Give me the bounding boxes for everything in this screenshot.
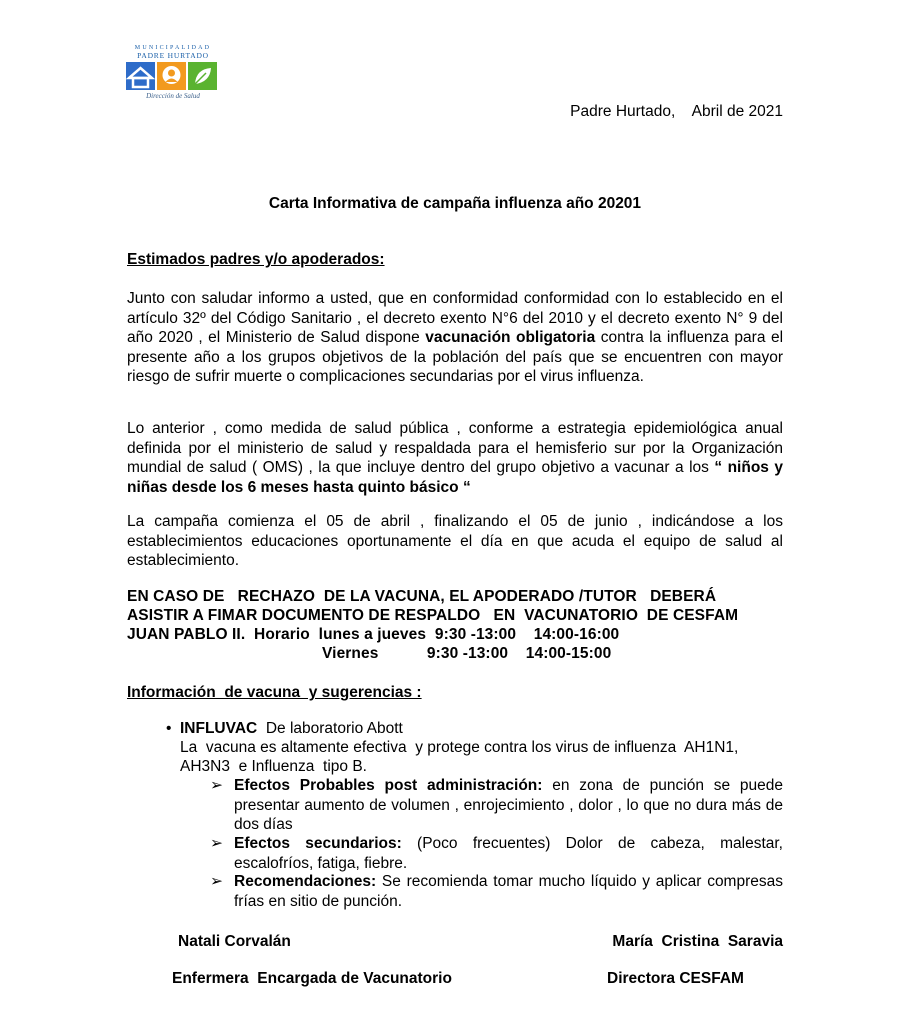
side-effects-label: Efectos secundarios: [234, 835, 402, 852]
paragraph-3: La campaña comienza el 05 de abril , finalizando el 05 de junio , indicándose a los establecimientos educaciones oportunamente el día en que acuda el equipo de salud al establecimiento. [127, 513, 783, 569]
vaccine-description-1: La vacuna es altamente efectiva y protege contra los virus de influenza AH1N1, [180, 739, 739, 756]
municipality-logo [126, 45, 220, 101]
notice-line-1: EN CASO DE RECHAZO DE LA VACUNA, EL APODERADO /TUTOR DEBERÁ [127, 588, 717, 605]
left-signature-role: Enfermera Encargada de Vacunatorio [172, 970, 452, 987]
person-icon [157, 62, 186, 90]
arrow-bullet-icon: ➢ [210, 777, 223, 794]
logo-municipality-text: MUNICIPALIDAD [134, 45, 212, 51]
vaccine-line [180, 719, 403, 739]
paragraph-1-text-a: Junto con saludar informo a usted, que en conformidad conformidad con lo establecido en el artículo 32º del Código Sanitario , el decreto exento N°6 del 2010 y el decreto exento N° 9 del año 2020 , el Ministerio de Salud dispone [127, 290, 783, 346]
notice-line-4: Viernes 9:30 -13:00 14:00-15:00 [322, 645, 612, 662]
logo-name-text: PADRE HURTADO [137, 51, 209, 60]
side-effects-text: (Poco frecuentes) Dolor de cabeza, malestar, escalofríos, fatiga, fiebre. [234, 835, 783, 872]
paragraph-1-text-c: contra la influenza para el presente año a los grupos objetivos de la población del país que se encuentren con mayor riesgo de sufrir muerte o complicaciones secundarias por el virus influenza. [127, 329, 784, 385]
paragraph-2-text-a: Lo anterior , como medida de salud pública , conforme a estrategia epidemiológica anual definida por el ministerio de salud y respaldada para el hemisferio sur por la Organización mundial de salud ( OMS) , la que incluye dentro del grupo objetivo a vacunar a los [127, 420, 783, 476]
bullet-icon: • [166, 720, 172, 737]
paragraph-1 [127, 289, 783, 387]
logo-tiles [126, 62, 220, 90]
vaccine-description-2: AH3N3 e Influenza tipo B. [180, 758, 367, 775]
arrow-bullet-icon: ➢ [210, 835, 223, 852]
side-effects-item [234, 834, 783, 873]
left-signature-name: Natali Corvalán [178, 933, 291, 950]
logo-subtitle: Dirección de Salud [146, 92, 200, 100]
vaccine-name: INFLUVAC [180, 720, 258, 737]
vaccine-lab: De laboratorio Abott [257, 720, 403, 737]
arrow-bullet-icon: ➢ [210, 873, 223, 890]
info-heading: Información de vacuna y sugerencias : [127, 684, 422, 701]
house-icon [126, 62, 155, 90]
recommendations-label: Recomendaciones: [234, 873, 377, 890]
paragraph-1-emphasis: vacunación obligatoria [425, 329, 596, 346]
paragraph-2-emphasis: “ niños y niñas desde los 6 meses hasta quinto básico “ [127, 459, 783, 496]
effects-label: Efectos Probables post administración: [234, 777, 543, 794]
leaf-icon [188, 62, 217, 90]
right-signature-role: Directora CESFAM [607, 970, 744, 987]
recommendations-text: Se recomienda tomar mucho líquido y aplicar compresas frías en sitio de punción. [234, 873, 783, 910]
document-title: Carta Informativa de campaña influenza año 20201 [268, 195, 642, 212]
notice-line-3: JUAN PABLO II. Horario lunes a jueves 9:30 -13:00 14:00-16:00 [127, 626, 620, 643]
recommendations-item [234, 872, 783, 911]
place-date: Padre Hurtado, Abril de 2021 [570, 103, 783, 120]
effects-text: en zona de punción se puede presentar aumento de volumen , enrojecimiento , dolor , lo que no dura más de dos días [234, 777, 783, 833]
notice-line-2: ASISTIR A FIMAR DOCUMENTO DE RESPALDO EN VACUNATORIO DE CESFAM [127, 607, 739, 624]
paragraph-2 [127, 419, 783, 497]
effects-item [234, 776, 783, 835]
right-signature-name: María Cristina Saravia [612, 933, 783, 950]
greeting: Estimados padres y/o apoderados: [127, 251, 385, 268]
